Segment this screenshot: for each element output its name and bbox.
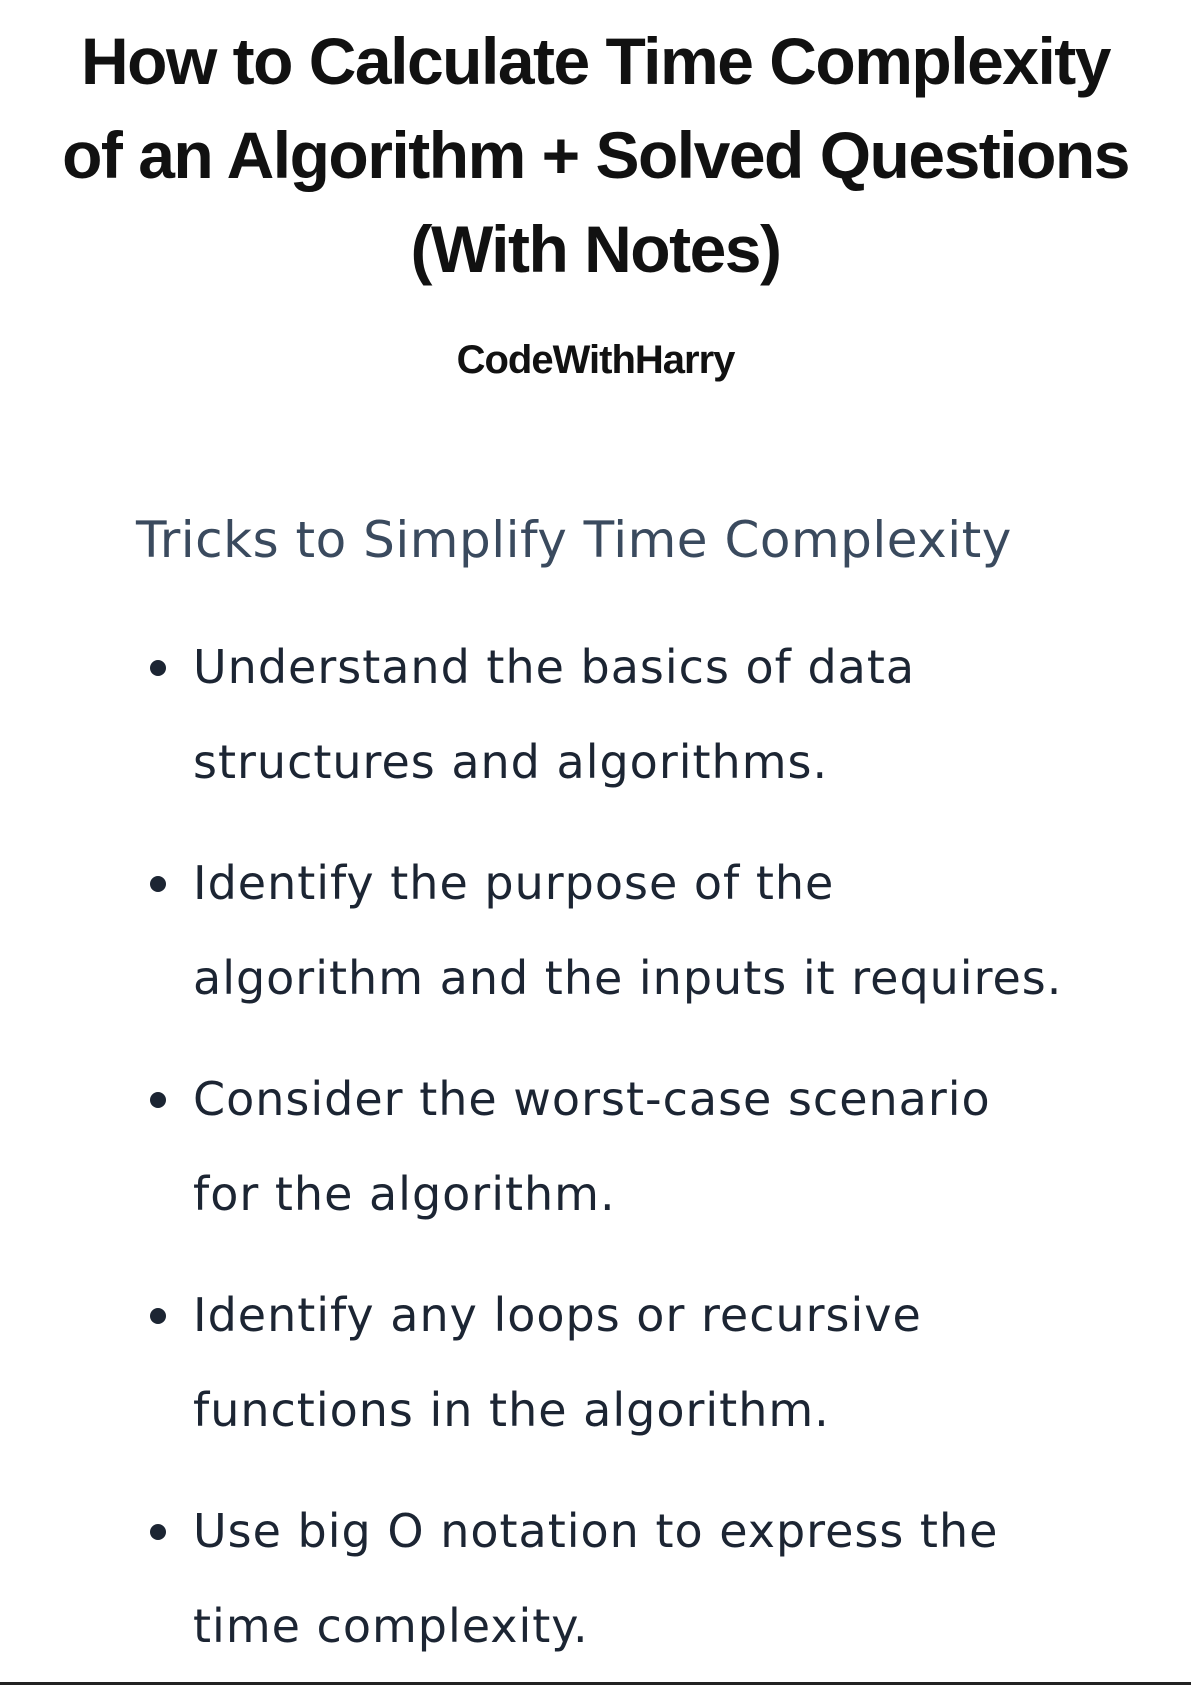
bullet-icon bbox=[150, 1092, 166, 1108]
tricks-list bbox=[0, 620, 1191, 1700]
list-item-text: Understand the basics of data structures and algorithms. bbox=[193, 640, 916, 789]
bullet-icon bbox=[150, 876, 166, 892]
bullet-icon bbox=[150, 1524, 166, 1540]
article-title bbox=[0, 14, 1191, 296]
list-item bbox=[0, 1484, 1191, 1674]
title-line-3: (With Notes) bbox=[410, 212, 781, 286]
list-item bbox=[0, 836, 1191, 1026]
list-item-text: Identify the purpose of the algorithm and the inputs it requires. bbox=[193, 856, 1063, 1005]
list-item bbox=[0, 1052, 1191, 1242]
list-item bbox=[0, 620, 1191, 810]
section-heading: Tricks to Simplify Time Complexity bbox=[136, 511, 1012, 569]
title-line-1: How to Calculate Time Complexity bbox=[80, 24, 1110, 98]
list-item bbox=[0, 1268, 1191, 1458]
list-item-text: Consider the worst-case scenario for the algorithm. bbox=[193, 1072, 991, 1221]
author-name: CodeWithHarry bbox=[456, 338, 735, 382]
bullet-icon bbox=[150, 1308, 166, 1324]
list-item-text: Use big O notation to express the time complexity. bbox=[193, 1504, 999, 1653]
title-line-2: of an Algorithm + Solved Questions bbox=[62, 118, 1129, 192]
list-item-text: Identify any loops or recursive functions in the algorithm. bbox=[193, 1288, 922, 1437]
bullet-icon bbox=[150, 660, 166, 676]
